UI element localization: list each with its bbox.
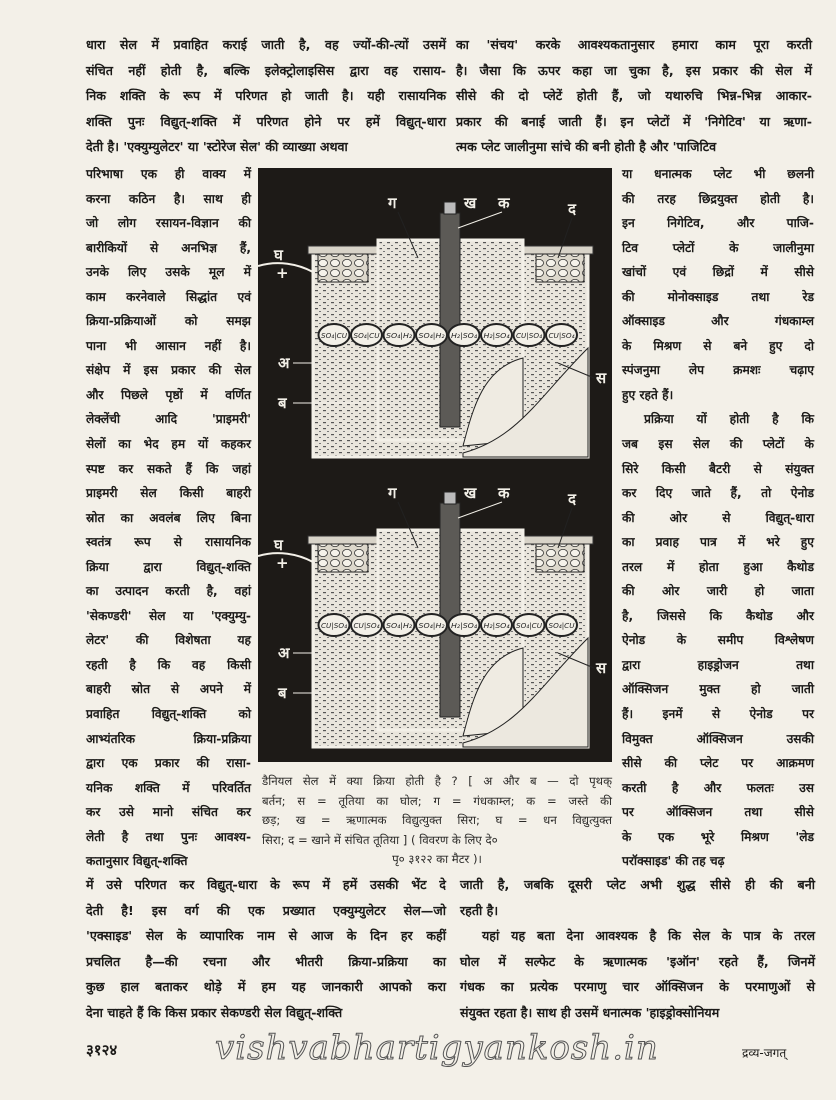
ion-label: SO₄|H₂ xyxy=(386,332,413,340)
terminal-cap xyxy=(444,202,456,214)
ion-label: H₂|SO₄ xyxy=(483,332,510,340)
text-line: स्पष्ट कर सकते हैं कि जहां xyxy=(86,461,251,476)
label-gha: घ xyxy=(274,536,283,554)
text-line: कर उसे मानो संचित कर xyxy=(86,805,251,820)
page-number: ३१२४ xyxy=(86,1041,118,1059)
text-line: संयुक्त रहता है। साथ ही उसमें धनात्मक 'हाइड्रोक्सोनियम xyxy=(460,1004,720,1020)
text-line: सीसे की प्लेट पर आक्रमण xyxy=(622,756,814,771)
text-line: पाना भी आसान नहीं है। xyxy=(86,338,251,353)
cell-diagram-top xyxy=(258,194,607,457)
text-line: देना चाहते हैं कि किस प्रकार सेकण्डरी सेल विद्युत्-शक्ति xyxy=(86,1004,343,1020)
copper-sulfate-crystals-left xyxy=(318,254,368,282)
label-gha: घ xyxy=(274,246,283,264)
ion-label: CU|SO₄ xyxy=(321,622,348,630)
ion-label: CU|SO₄ xyxy=(353,622,380,630)
book-title: द्रव्य-जगत् xyxy=(742,1046,787,1060)
watermark: vishvabhartigyankosh.in xyxy=(215,1028,659,1068)
leader-line xyxy=(458,502,502,518)
label-ga: ग xyxy=(388,194,397,212)
text-line: टिव प्लेटों के जालीनुमा xyxy=(622,240,814,255)
text-line: कतानुसार विद्युत्-शक्ति xyxy=(86,854,188,869)
ion-label: SO₄|CU xyxy=(516,622,542,630)
text-line: की ओर जारी हो जाता xyxy=(622,584,814,599)
text-line: के मिश्रण से बने हुए दो xyxy=(622,338,814,353)
text-line: सेलों का भेद हम यों कहकर xyxy=(86,437,251,452)
text-line: द्वारा एक प्रकार की रासा- xyxy=(86,756,251,771)
top-left-paragraph xyxy=(86,32,446,160)
text-line: है। जैसा कि ऊपर कहा जा चुका है, इस प्रकार की सेल में xyxy=(456,62,812,78)
text-line: सिरे किसी बैटरी से संयुक्त xyxy=(622,461,814,476)
caption-line: बर्तन; स = तूतिया का घोल; ग = गंधकाम्ल; क = जस्ते की xyxy=(262,793,612,808)
text-line: हुए रहते हैं। xyxy=(622,387,674,402)
copper-sulfate-crystals-right xyxy=(536,544,584,572)
text-line: निक शक्ति के रूप में परिणत हो जाती है। यही रासायनिक xyxy=(86,88,446,104)
text-line: लेटर' की विशेषता यह xyxy=(86,633,251,648)
text-line: यहां यह बता देना आवश्यक है कि सेल के पात्र के तरल xyxy=(482,928,815,944)
text-line: की मोनोक्साइड तथा रेड xyxy=(622,289,814,304)
zinc-rod xyxy=(440,503,460,717)
leader-line xyxy=(458,212,502,228)
text-line: का उत्पादन करती है, वहां xyxy=(86,584,251,599)
text-line: देती है। 'एक्युम्युलेटर' या 'स्टोरेज सेल' की व्याख्या अथवा xyxy=(86,139,348,155)
text-line: बाहरी स्रोत से अपने में xyxy=(86,682,251,697)
text-line: लेती है तथा पुनः आवश्य- xyxy=(86,829,251,844)
label-a: अ xyxy=(278,354,290,372)
text-line: काम करनेवाले सिद्धांत एवं xyxy=(86,289,251,304)
text-line: शक्ति पुनः विद्युत्-शक्ति में परिणत होने पर हमें विद्युत्-धारा xyxy=(86,113,446,129)
text-line: के एक भूरे मिश्रण 'लेड xyxy=(622,829,814,844)
text-line: जब इस सेल की प्लेटों के xyxy=(622,437,814,452)
text-line: प्राइमरी सेल किसी बाहरी xyxy=(86,486,251,501)
text-line: पर ऑक्सिजन तथा सीसे xyxy=(622,805,814,820)
ion-label: H₂|SO₄ xyxy=(483,622,510,630)
text-line: खांचों एवं छिद्रों में सीसे xyxy=(622,265,814,280)
caption-line: सिरा; द = खाने में संचित तूतिया ] ( विवरण के लिए दे० xyxy=(262,832,498,847)
text-line: यनिक शक्ति में परिवर्तित xyxy=(86,780,251,795)
text-line: में उसे परिणत कर विद्युत्-धारा के रूप में हमें उसकी भेंट दे xyxy=(86,877,446,892)
label-kha: ख xyxy=(464,484,477,502)
text-line: परॉक्साइड' की तह चढ़ xyxy=(622,854,725,869)
text-line: परिभाषा एक ही वाक्य में xyxy=(86,167,251,181)
text-line: 'सेकण्डरी' सेल या 'एक्युम्यु- xyxy=(86,608,251,623)
text-line: क्रिया द्वारा विद्युत्-शक्ति xyxy=(86,559,251,574)
text-line: प्रचलित है—की रचना और भीतरी क्रिया-प्रक्रिया का xyxy=(86,953,446,969)
figure-caption xyxy=(262,772,612,870)
ion-label: CU|SO₄ xyxy=(548,332,575,340)
ion-label: H₂|SO₄ xyxy=(451,332,478,340)
text-line: क्रिया-प्रक्रियाओं को समझ xyxy=(86,314,251,329)
text-line: आभ्यंतरिक क्रिया-प्रक्रिया xyxy=(86,731,251,746)
text-line: या धनात्मक प्लेट भी छलनी xyxy=(622,167,814,181)
terminal-cap xyxy=(444,492,456,504)
text-line: द्वारा हाइड्रोजन तथा xyxy=(622,657,814,672)
text-line: प्रक्रिया यों होती है कि xyxy=(644,412,814,427)
caption-line: पृ० ३१२२ का मैटर )। xyxy=(392,852,482,866)
ion-label: SO₄|CU xyxy=(353,332,380,340)
right-column-text xyxy=(622,162,814,874)
bottom-left-paragraph xyxy=(86,872,446,1026)
text-line: रहती है। xyxy=(460,902,499,918)
text-line: जो लोग रसायन-विज्ञान की xyxy=(86,216,251,231)
zinc-rod xyxy=(440,213,460,427)
text-line: की ओर से विद्युत्-धारा xyxy=(622,510,814,525)
label-plus: + xyxy=(276,554,289,572)
text-line: कर दिए जाते हैं, तो ऐनोड xyxy=(622,486,814,501)
cell-diagram-bottom xyxy=(258,484,607,747)
ion-label: SO₄|H₂ xyxy=(418,332,445,340)
text-line: इन निगेटिव, और पाजि- xyxy=(622,216,814,231)
text-line: विमुक्त ऑक्सिजन उसकी xyxy=(622,731,814,746)
label-da: द xyxy=(568,200,576,218)
label-kha: ख xyxy=(464,194,477,212)
left-column-text xyxy=(86,162,251,874)
top-right-paragraph xyxy=(456,32,812,160)
text-line: देती है! इस वर्ग की एक प्रख्यात एक्युम्युलेटर सेल—जो xyxy=(86,902,446,918)
caption-line: छड़; ख = ऋणात्मक विद्युत्युक्त सिरा; घ = धन विद्युत्युक्त xyxy=(262,813,612,827)
text-line: रहती है कि वह किसी xyxy=(86,657,251,672)
text-line: हैं। इनमें से ऐनोड पर xyxy=(622,707,814,722)
copper-sulfate-crystals-left xyxy=(318,544,368,572)
text-line: गंधक का प्रत्येक परमाणु चार ऑक्सिजन के परमाणुओं से xyxy=(460,979,815,995)
ion-label: SO₄|CU xyxy=(548,622,575,630)
text-line: और पिछले पृष्ठों में वर्णित xyxy=(86,387,251,402)
text-line: ऑक्साइड और गंधकाम्ल xyxy=(622,314,814,329)
text-line: का 'संचय' करके आवश्यकतानुसार हमारा काम पूरा करती xyxy=(456,37,812,52)
label-a: अ xyxy=(278,644,290,662)
text-line: लेक्लेंची आदि 'प्राइमरी' xyxy=(86,412,251,427)
text-line: स्पंजनुमा लेप क्रमशः चढ़ाए xyxy=(622,363,814,378)
text-line: संक्षेप में इस प्रकार की सेल xyxy=(86,363,251,378)
ion-label: SO₄|H₂ xyxy=(418,622,445,630)
text-line: करती है और फलतः उस xyxy=(622,780,814,795)
text-line: 'एक्साइड' सेल के व्यापारिक नाम से आज के दिन हर कहीं xyxy=(86,928,446,944)
text-line: है, जिससे कि कैथोड और xyxy=(622,608,814,623)
ion-label: SO₄|H₂ xyxy=(386,622,413,630)
text-line: उनके लिए उसके मूल में xyxy=(86,265,251,280)
ion-label: H₂|SO₄ xyxy=(451,622,478,630)
text-line: प्रकार की बनाई जाती हैं। इन प्लेटों में 'निगेटिव' या ऋणा- xyxy=(456,113,812,129)
bottom-right-paragraph xyxy=(460,872,815,1026)
text-line: सीसे की दो प्लेटें होती हैं, जो यथारुचि भिन्न-भिन्न आकार- xyxy=(456,88,812,104)
text-line: की तरह छिद्रयुक्त होती है। xyxy=(622,191,814,206)
text-line: करना कठिन है। साथ ही xyxy=(86,191,251,206)
label-da: द xyxy=(568,490,576,508)
text-line: ऑक्सिजन मुक्त हो जाती xyxy=(622,682,814,697)
label-ka: क xyxy=(498,484,510,502)
text-line: त्मक प्लेट जालीनुमा सांचे की बनी होती है और 'पाजिटिव xyxy=(456,139,717,155)
text-line: बारीकियों से अनभिज्ञ हैं, xyxy=(86,240,251,255)
text-line: कुछ हाल बताकर थोड़े में हम यह जानकारी आपको करा xyxy=(86,979,446,995)
ion-label: CU|SO₄ xyxy=(516,332,543,340)
text-line: जाती है, जबकि दूसरी प्लेट अभी शुद्ध सीसे ही की बनी xyxy=(460,877,815,892)
text-line: स्वतंत्र रूप से रासायनिक xyxy=(86,535,251,550)
copper-sulfate-crystals-right xyxy=(536,254,584,282)
caption-line: डैनियल सेल में क्या क्रिया होती है ? [ अ और ब — दो पृथक् xyxy=(262,774,612,788)
ion-label: SO₄|CU xyxy=(321,332,347,340)
daniell-cell-illustration xyxy=(258,168,612,762)
label-sa: स xyxy=(596,369,607,387)
text-line: स्रोत का अवलंब लिए बिना xyxy=(86,510,251,525)
label-plus: + xyxy=(276,264,289,282)
label-ka: क xyxy=(498,194,510,212)
text-line: तरल में होता हुआ कैथोड xyxy=(622,559,814,574)
label-ba: ब xyxy=(278,394,287,412)
text-line: प्रवाहित विद्युत्-शक्ति को xyxy=(86,707,251,722)
text-line: संचित नहीं होती है, बल्कि इलेक्ट्रोलाइसिस द्वारा वह रासाय- xyxy=(86,62,446,78)
text-line: धारा सेल में प्रवाहित कराई जाती है, वह ज्यों-की-त्यों उसमें xyxy=(86,37,446,52)
label-ga: ग xyxy=(388,484,397,502)
text-line: घोल में सल्फेट के ऋणात्मक 'इऑन' रहते हैं, जिनमें xyxy=(460,953,815,969)
label-ba: ब xyxy=(278,684,287,702)
label-sa: स xyxy=(596,659,607,677)
text-line: ऐनोड के समीप विश्लेषण xyxy=(622,633,814,648)
text-line: का प्रवाह पात्र में भरे हुए xyxy=(622,535,814,550)
